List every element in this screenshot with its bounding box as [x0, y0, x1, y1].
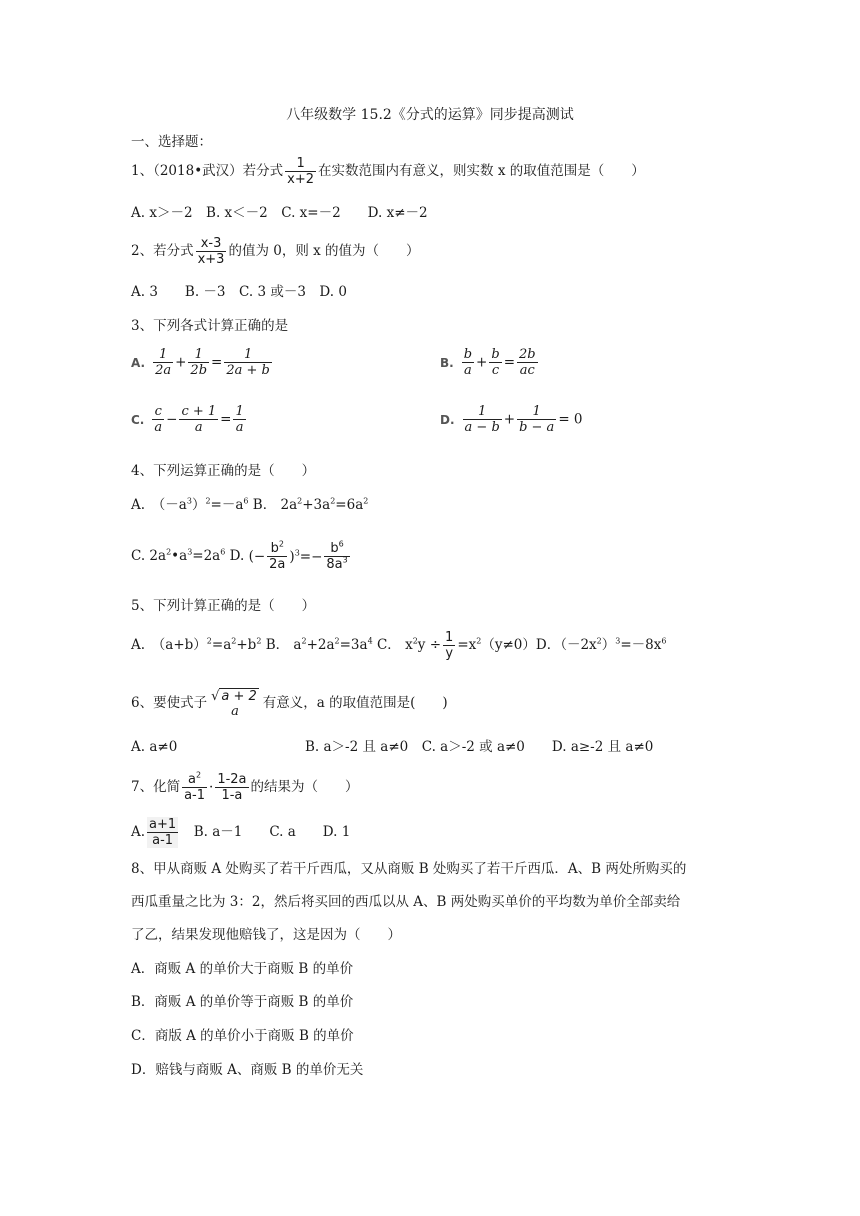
q8-option-d: D．赔钱与商贩 A、商贩 B 的单价无关	[131, 1062, 364, 1078]
q2-fraction: $\frac{x-3}{x+3}$	[197, 236, 225, 267]
question-2	[131, 236, 420, 267]
question-7: 7、化简 $\frac{a^2}{a-1}$ · $\frac{1-2a}{1-a}$ 的结果为（ ）	[131, 770, 359, 803]
q5-stem: 5、下列计算正确的是（ ）	[131, 598, 316, 614]
q4-options-ab: A. $(-a^3)^2=-a^6$ B． $2a^2+3a^2=6a^2$	[131, 496, 369, 513]
question-1	[131, 156, 645, 187]
q3-stem: 3、下列各式计算正确的是	[131, 318, 289, 334]
q7-options: A. $\frac{a+1}{a-1}$ B. a－1 C. a D. 1	[131, 817, 351, 848]
q3-option-a: A. $\frac{1}{2a}$ + $\frac{1}{2b}$ = $\frac{1}{2a + b}$	[131, 347, 270, 378]
q3-option-b: B. $\frac{b}{a}$ + $\frac{b}{c}$ = $\frac{2b}{ac}$	[440, 347, 536, 378]
section-heading: 一、选择题：	[131, 134, 212, 150]
q2-stem-post: 的值为 0，则 x 的值为（ ）	[228, 243, 420, 259]
q8-option-a: A．商贩 A 的单价大于商贩 B 的单价	[131, 961, 354, 977]
q8-option-c: C．商版 A 的单价小于商贩 B 的单价	[131, 1028, 354, 1044]
q5-options: A. $(a+b)^2=a^2+b^2$ B． $a^2+2a^2=3a^4$ C． $x^2y$ ÷ $\frac{1}{y}$ $=x^2(y\ne 0)D$．$(-2x^2)^3=-8x^6$	[131, 630, 667, 661]
q4-stem: 4、下列运算正确的是（ ）	[131, 463, 316, 479]
q3-option-c: C. $\frac{c}{a}$ − $\frac{c + 1}{a}$ = $\frac{1}{a}$	[131, 404, 244, 435]
question-6: 6、要使式子 √ a + 2 a 有意义，a 的取值范围是( )	[131, 689, 448, 719]
q8-line-3: 了乙，结果发现他赔钱了，这是因为（ ）	[131, 927, 401, 943]
q2-stem-pre: 2、若分式	[131, 243, 194, 259]
q8-option-b: B．商贩 A 的单价等于商贩 B 的单价	[131, 994, 354, 1010]
document-title: 八年级数学 15.2《分式的运算》同步提高测试	[286, 107, 574, 123]
q1-options: A. x＞－2 B. x＜－2 C. x=－2 D. x≠－2	[131, 205, 428, 221]
q2-options: A. 3 B. －3 C. 3 或－3 D. 0	[131, 284, 347, 300]
q6-options-bcd: B. a＞-2 且 a≠0 C. a＞-2 或 a≠0 D. a≥-2 且 a≠0	[305, 739, 654, 755]
q1-fraction: $\frac{1}{x+2}$	[287, 156, 315, 187]
q4-options-cd: C. $2a^2•a^3=2a^6$ D. (− $\frac{b^2}{2a}$ )$^3$=− $\frac{b^6}{8a^3}$	[131, 539, 348, 572]
q1-stem-post: 在实数范围内有意义，则实数 x 的取值范围是（ ）	[318, 163, 645, 179]
q8-line-1: 8、甲从商贩 A 处购买了若干斤西瓜，又从商贩 B 处购买了若干斤西瓜．A、B 两处所购买的	[131, 861, 687, 877]
q1-stem-pre: 1、（2018•武汉）若分式	[131, 163, 284, 179]
q8-line-2: 西瓜重量之比为 3：2，然后将买回的西瓜以从 A、B 两处购买单价的平均数为单价全部卖给	[131, 894, 681, 910]
q6-option-a: A. a≠0	[131, 739, 178, 755]
q3-option-d: D. $\frac{1}{a - b}$ + $\frac{1}{b - a}$ = 0	[440, 404, 583, 435]
q6-fraction: √ a + 2 a	[211, 689, 257, 719]
